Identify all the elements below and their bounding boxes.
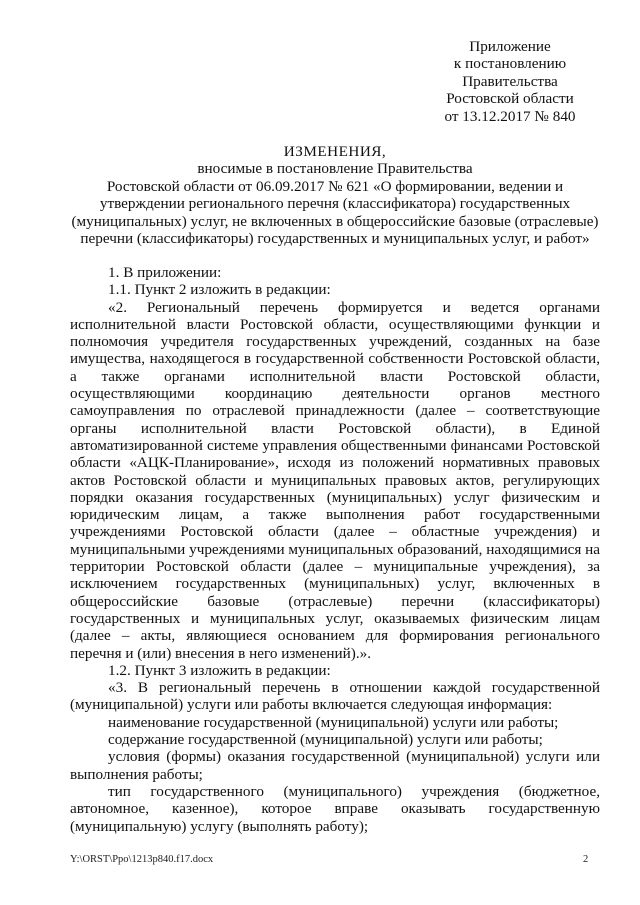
body-paragraph: «3. В региональный перечень в отношении каждой государственной (муниципальной) услуги или работы включается следующая информация: [70,679,600,714]
body-paragraph: 1.2. Пункт 3 изложить в редакции: [108,661,331,679]
footer-file-path: Y:\ORST\Ppo\1213p840.f17.docx [70,854,214,865]
body-paragraph: 1. В приложении: [108,264,222,281]
title-heading: ИЗМЕНЕНИЯ, [283,143,387,160]
title-line: утверждении регионального перечня (классификатора) государственных [99,195,571,213]
approval-line: Правительства [462,72,558,90]
body-paragraph: содержание государственной (муниципальной) услуги или работы; [108,731,543,749]
body-paragraph: 1.1. Пункт 2 изложить в редакции: [108,281,331,299]
title-line: (муниципальных) услуг, не включенных в общероссийские базовые (отраслевые) [71,212,599,230]
body-paragraph: условия (формы) оказания государственной (муниципальной) услуги или выполнения работы; [70,748,600,783]
approval-line: Приложение [469,38,551,55]
approval-line: Ростовской области [446,90,574,108]
body-paragraph: тип государственного (муниципального) учреждения (бюджетное, автономное, казенное), которое вправе оказывать государственную (муниципальную) услугу (выполнять работу); [70,782,600,835]
page-number: 2 [583,854,589,865]
title-line: вносимые в постановление Правительства [197,160,473,178]
document-title [70,143,600,247]
document-body [70,264,600,835]
approval-line: к постановлению [453,55,567,73]
approval-stamp [420,38,600,125]
title-line: Ростовской области от 06.09.2017 № 621 «О формировании, ведении и [106,177,564,195]
body-paragraph: наименование государственной (муниципальной) услуги или работы; [108,713,559,731]
approval-line: от 13.12.2017 № 840 [444,107,576,125]
body-paragraph: «2. Региональный перечень формируется и ведется органами исполнительной власти Ростовской области, осуществляющими функции и полномочия учредителя государственных учреждений, созданных на базе имущества, находящегося в государственной собственности Ростовской области, а также органами исполнительной власти Ростовской области, осуществляющими координацию деятельности органов местного самоуправления по отраслевой принадлежности (далее – соответствующие органы исполнительной власти Ростовской области), в Единой автоматизированной системе управления общественными финансами Ростовской области «АЦК-Планирование», исходя из положений нормативных правовых актов Ростовской области и муниципальных правовых актов, регулирующих порядки оказания государственных (муниципальных) услуг физическим и юридическим лицам, а также выполнения работ государственными учреждениями Ростовской области (далее – областные учреждения) и муниципальными учреждениями муниципальных образований, находящимися на территории Ростовской области (далее – муниципальные учреждения), за исключением государственных (муниципальных) услуг, включенных в общероссийские базовые (отраслевые) перечни (классификаторы) государственных и муниципальных услуг, оказываемых физическим лицам (далее – акты, являющиеся основанием для формирования регионального перечня и (или) внесения в него изменений).». [70,298,600,662]
title-line: перечни (классификаторы) государственных и муниципальных услуг, и работ» [80,230,590,248]
